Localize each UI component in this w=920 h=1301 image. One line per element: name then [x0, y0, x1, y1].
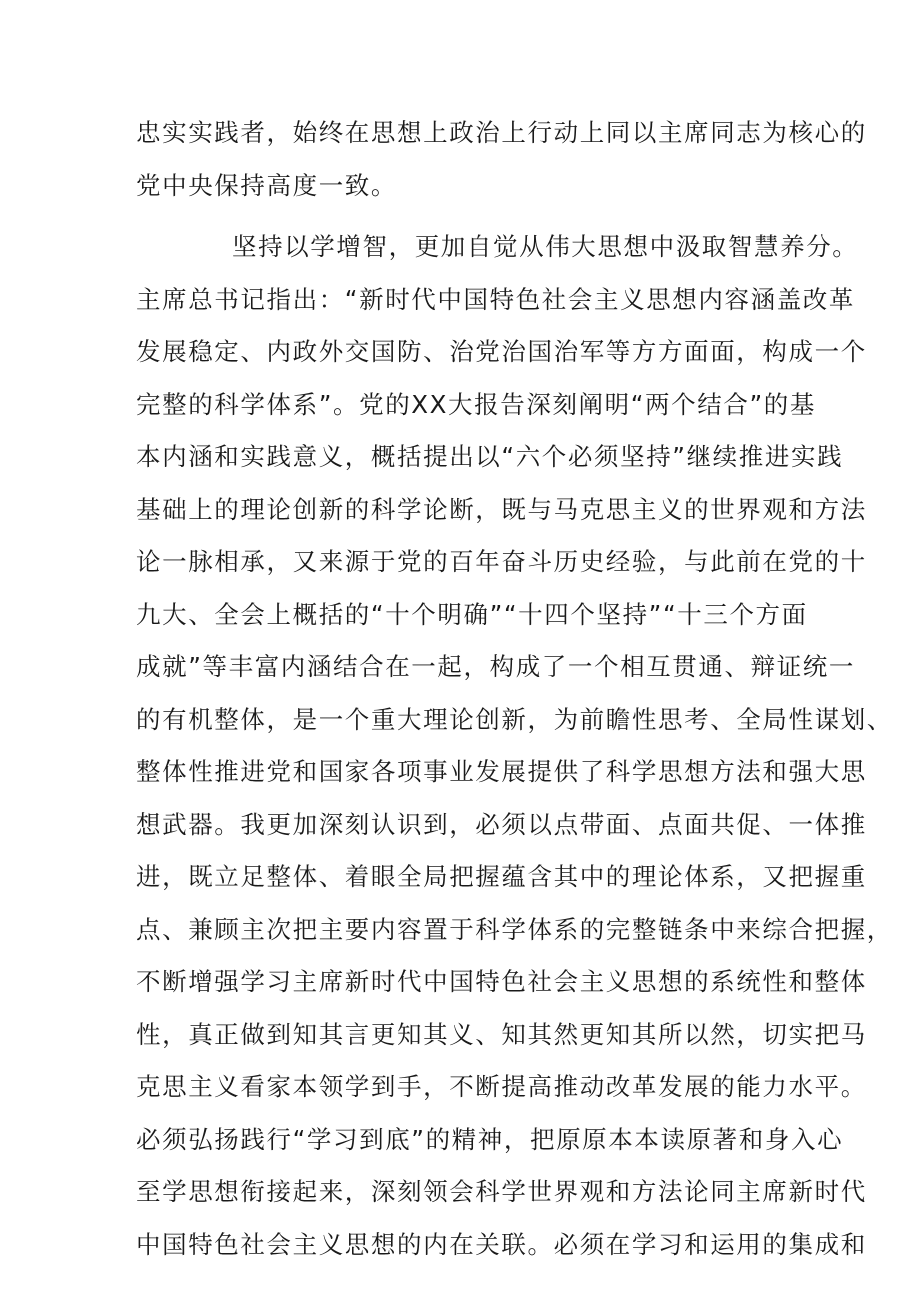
text-line: 主席总书记指出：“新时代中国特色社会主义思想内容涵盖改革 [136, 284, 855, 314]
text-line: 克思主义看家本领学到手，不断提高推动改革发展的能力水平。 [136, 1072, 867, 1101]
text-line: 基础上的理论创新的科学论断，既与马克思主义的世界观和方法 [136, 494, 867, 524]
text-line: 发展稳定、内政外交国防、治党治国治军等方方面面，构成一个 [136, 337, 867, 366]
text-line: 成就”等丰富内涵结合在一起，构成了一个相互贯通、辩证统一 [136, 652, 855, 681]
text-line: 想武器。我更加深刻认识到，必须以点带面、点面共促、一体推 [136, 809, 867, 839]
paragraph-2 [136, 221, 893, 1271]
text-line: 至学思想衔接起来，深刻领会科学世界观和方法论同主席新时代 [136, 1177, 867, 1206]
paragraph-1 [136, 107, 867, 212]
text-line: 必须弘扬践行“学习到底”的精神，把原原本本读原著和身入心 [136, 1124, 844, 1154]
text-line: 整体性推进党和国家各项事业发展提供了科学思想方法和强大思 [136, 757, 867, 786]
text-line: 论一脉相承，又来源于党的百年奋斗历史经验，与此前在党的十 [136, 547, 867, 576]
text-line: 中国特色社会主义思想的内在关联。必须在学习和运用的集成和 [136, 1229, 867, 1259]
text-line: 党中央保持高度一致。 [136, 170, 397, 200]
text-line: 的有机整体，是一个重大理论创新，为前瞻性思考、全局性谋划、 [136, 704, 893, 734]
text-line: 完整的科学体系”。党的XX大报告深刻阐明“两个结合”的基 [136, 389, 816, 419]
text-line-indented: 坚持以学增智，更加自觉从伟大思想中汲取智慧养分。 [232, 232, 859, 261]
text-line: 性，真正做到知其言更知其义、知其然更知其所以然，切实把马 [136, 1019, 867, 1049]
text-line: 进，既立足整体、着眼全局把握蕴含其中的理论体系，又把握重 [136, 862, 867, 891]
text-line: 不断增强学习主席新时代中国特色社会主义思想的系统性和整体 [136, 967, 867, 996]
text-line: 九大、全会上概括的“十个明确”“十四个坚持”“十三个方面 [136, 599, 808, 629]
text-line: 本内涵和实践意义，概括提出以“六个必须坚持”继续推进实践 [136, 442, 844, 471]
text-line: 忠实实践者，始终在思想上政治上行动上同以主席同志为核心的 [136, 118, 867, 147]
text-line: 点、兼顾主次把主要内容置于科学体系的完整链条中来综合把握， [136, 914, 893, 944]
